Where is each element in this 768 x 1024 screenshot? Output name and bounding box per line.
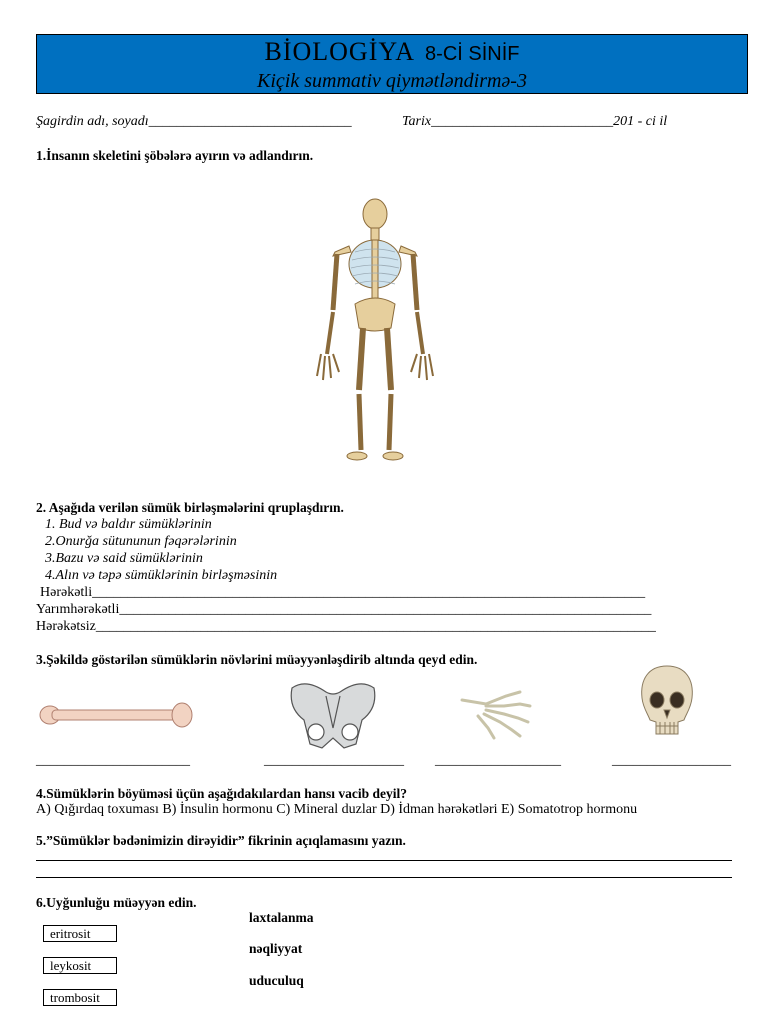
match-left-thrombocyte[interactable]: trombosit bbox=[43, 989, 117, 1006]
header-banner bbox=[36, 34, 748, 94]
date-label: Tarix bbox=[402, 114, 432, 129]
page-subtitle: Kiçik summativ qiymətləndirmə-3 bbox=[257, 70, 527, 92]
student-name-field[interactable]: Şagirdin adı, soyadı_____________________________ bbox=[36, 114, 352, 129]
joint-item-3: 3.Bazu və said sümüklərinin bbox=[45, 551, 203, 566]
grade-label: 8-Cİ SİNİF bbox=[425, 43, 520, 65]
joint-item-2: 2.Onurğa sütununun fəqərələrinin bbox=[45, 534, 237, 549]
match-right-clotting[interactable]: laxtalanma bbox=[249, 910, 314, 925]
answer-blank-4[interactable]: _________________ bbox=[612, 753, 731, 768]
category-immovable-label: Hərəkətsiz bbox=[36, 619, 96, 634]
answer-line-2[interactable] bbox=[36, 877, 732, 878]
skull-image bbox=[636, 664, 698, 740]
question-3: 3.Şəkildə göstərilən sümüklərin növlərini müəyyənləşdirib altında qeyd edin. bbox=[36, 652, 478, 667]
match-right-transport[interactable]: nəqliyyat bbox=[249, 941, 303, 956]
answer-blank-2[interactable]: ____________________ bbox=[264, 753, 404, 768]
question-4-options[interactable]: A) Qığırdaq toxuması B) İnsulin hormonu C) Mineral duzlar D) İdman hərəkətləri E) Somatotrop hormonu bbox=[36, 802, 638, 817]
hand-bones-image bbox=[458, 686, 538, 742]
answer-blank-3[interactable]: __________________ bbox=[435, 753, 561, 768]
year-label: 201 - ci il bbox=[613, 114, 668, 129]
question-2: 2. Aşağıda verilən sümük birləşmələrini qruplaşdırın. bbox=[36, 500, 344, 515]
joint-item-1: 1. Bud və baldır sümüklərinin bbox=[45, 517, 212, 532]
answer-semimovable[interactable]: Yarımhərəkətli____________________________________________________________________________ bbox=[36, 602, 652, 617]
question-4: 4.Sümüklərin böyüməsi üçün aşağıdakılardan hansı vacib deyil? bbox=[36, 786, 407, 801]
question-6: 6.Uyğunluğu müəyyən edin. bbox=[36, 895, 197, 910]
answer-immovable[interactable]: Hərəkətsiz________________________________________________________________________________ bbox=[36, 619, 656, 634]
page-title: BİOLOGİYA bbox=[264, 37, 416, 66]
match-left-leukocyte[interactable]: leykosit bbox=[43, 957, 117, 974]
joint-item-4: 4.Alın və təpə sümüklərinin birləşməsinin bbox=[45, 568, 278, 583]
match-left-erythrocyte[interactable]: eritrosit bbox=[43, 925, 117, 942]
student-name-label: Şagirdin adı, soyadı bbox=[36, 114, 149, 129]
pelvis-image bbox=[286, 678, 380, 752]
answer-line-1[interactable] bbox=[36, 860, 732, 861]
date-field[interactable]: Tarix__________________________201 - ci il bbox=[402, 114, 668, 129]
match-right-absorption[interactable]: uduculuq bbox=[249, 973, 304, 988]
category-movable-label: Hərəkətli bbox=[40, 585, 93, 600]
question-5: 5.”Sümüklər bədənimizin dirəyidir” fikrinin açıqlamasını yazın. bbox=[36, 833, 406, 848]
title-line bbox=[37, 37, 747, 69]
category-semimovable-label: Yarımhərəkətli bbox=[36, 602, 120, 617]
question-1: 1.İnsanın skeletini şöbələrə ayırın və adlandırın. bbox=[36, 148, 314, 163]
answer-blank-1[interactable]: ______________________ bbox=[36, 753, 190, 768]
long-bone-image bbox=[38, 695, 194, 735]
skeleton-image bbox=[305, 192, 445, 472]
answer-movable[interactable]: Hərəkətli_______________________________________________________________________________ bbox=[40, 585, 646, 600]
